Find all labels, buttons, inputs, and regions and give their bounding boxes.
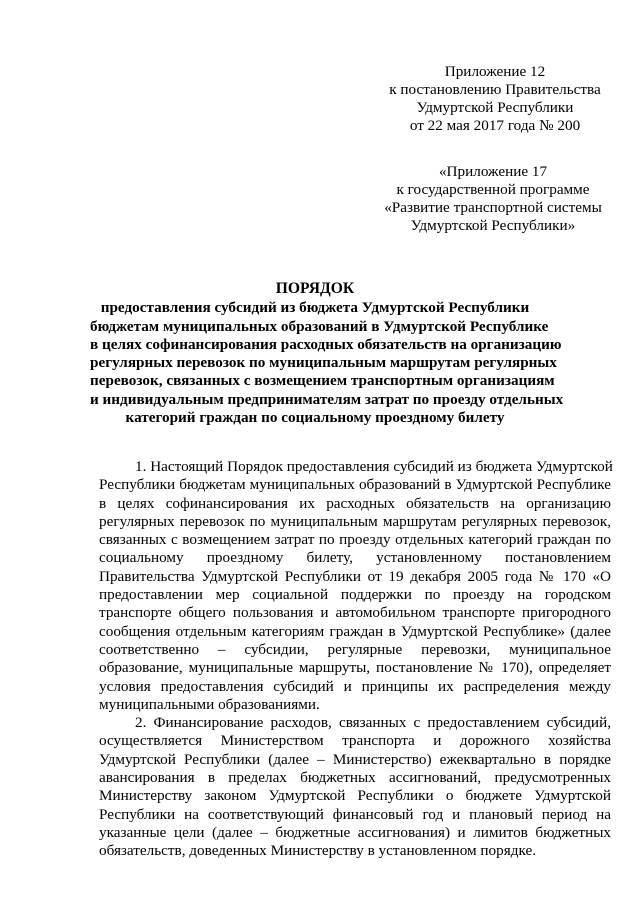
paragraph-line: осуществляется Министерством транспорта и дорожного хозяйства <box>99 732 611 750</box>
paragraph-line: в целях софинансирования их расходных обязательств на организацию <box>99 494 611 512</box>
paragraph-line: регулярных перевозок по муниципальным маршрутам регулярных перевозок, <box>99 512 611 530</box>
paragraph-line: авансирования в пределах бюджетных ассигнований, предусмотренных <box>99 769 611 787</box>
appendix-line: к государственной программе <box>396 181 590 198</box>
paragraph-line: Удмуртской Республики (далее – Министерство) ежеквартально в порядке <box>99 750 611 768</box>
paragraph-line: сообщения отдельным категориям граждан в Удмуртской Республике» (далее <box>99 622 611 640</box>
appendix-line: «Приложение 17 <box>438 163 548 180</box>
document-title <box>90 280 564 427</box>
paragraph-line: связанных с возмещением затрат по проезду отдельных категорий граждан по <box>99 531 611 549</box>
paragraph-line: условия предоставления субсидий и принципы их распределения между <box>99 677 611 695</box>
paragraph-line: соответственно – субсидии, регулярные перевозки, муниципальное <box>99 640 611 658</box>
paragraph-line: 1. Настоящий Порядок предоставления субсидий из бюджета Удмуртской <box>135 458 613 475</box>
title-line: предоставления субсидий из бюджета Удмуртской Республики <box>100 299 530 317</box>
appendix-line: Удмуртской Республики» <box>410 217 576 234</box>
paragraph-1 <box>99 458 611 714</box>
document-body <box>99 458 611 861</box>
paragraph-2 <box>99 714 611 860</box>
appendix-line: Приложение 12 <box>444 63 546 80</box>
paragraph-line: указанные цели (далее – бюджетные ассигнования) и лимитов бюджетных <box>99 823 611 841</box>
appendix-line: к постановлению Правительства <box>389 81 601 98</box>
paragraph-line: Республики на соответствующий финансовый год и плановый период на <box>99 805 611 823</box>
paragraph-line: обязательств, доведенных Министерству в установленном порядке. <box>99 842 536 860</box>
appendix-line: «Развитие транспортной системы <box>384 199 602 216</box>
title-line: в целях софинансирования расходных обязательств на организацию <box>90 335 562 353</box>
paragraph-line: муниципальными образованиями. <box>99 695 320 713</box>
paragraph-line: Республики бюджетам муниципальных образований в Удмуртской Республике <box>99 476 611 494</box>
paragraph-line: транспорте общего пользования и автомобильном транспорте пригородного <box>99 604 611 622</box>
paragraph-line: предоставлении мер социальной поддержки по проезду на городском <box>99 586 611 604</box>
appendix-line: Удмуртской Республики <box>416 99 574 116</box>
appendix-reference-resolution <box>380 63 610 135</box>
paragraph-line: Правительства Удмуртской Республики от 19 декабря 2005 года № 170 «О <box>99 567 611 585</box>
appendix-reference-program <box>362 163 624 235</box>
title-heading: ПОРЯДОК <box>275 280 355 297</box>
paragraph-line: Министерству законом Удмуртской Республики о бюджете Удмуртской <box>99 787 611 805</box>
title-line: категорий граждан по социальному проездному билету <box>125 409 505 427</box>
appendix-line: от 22 мая 2017 года № 200 <box>409 117 581 134</box>
title-line: перевозок, связанных с возмещением транспортным организациям <box>90 372 555 390</box>
paragraph-line: 2. Финансирование расходов, связанных с предоставлением субсидий, <box>135 714 611 732</box>
title-line: регулярных перевозок по муниципальным маршрутам регулярных <box>90 354 557 372</box>
title-line: бюджетам муниципальных образований в Удмуртской Республике <box>90 317 549 335</box>
paragraph-line: образование, муниципальные маршруты, постановление № 170), определяет <box>99 659 611 677</box>
paragraph-line: социальному проездному билету, установленному постановлением <box>99 549 611 567</box>
title-line: и индивидуальным предпринимателям затрат по проезду отдельных <box>90 390 564 408</box>
